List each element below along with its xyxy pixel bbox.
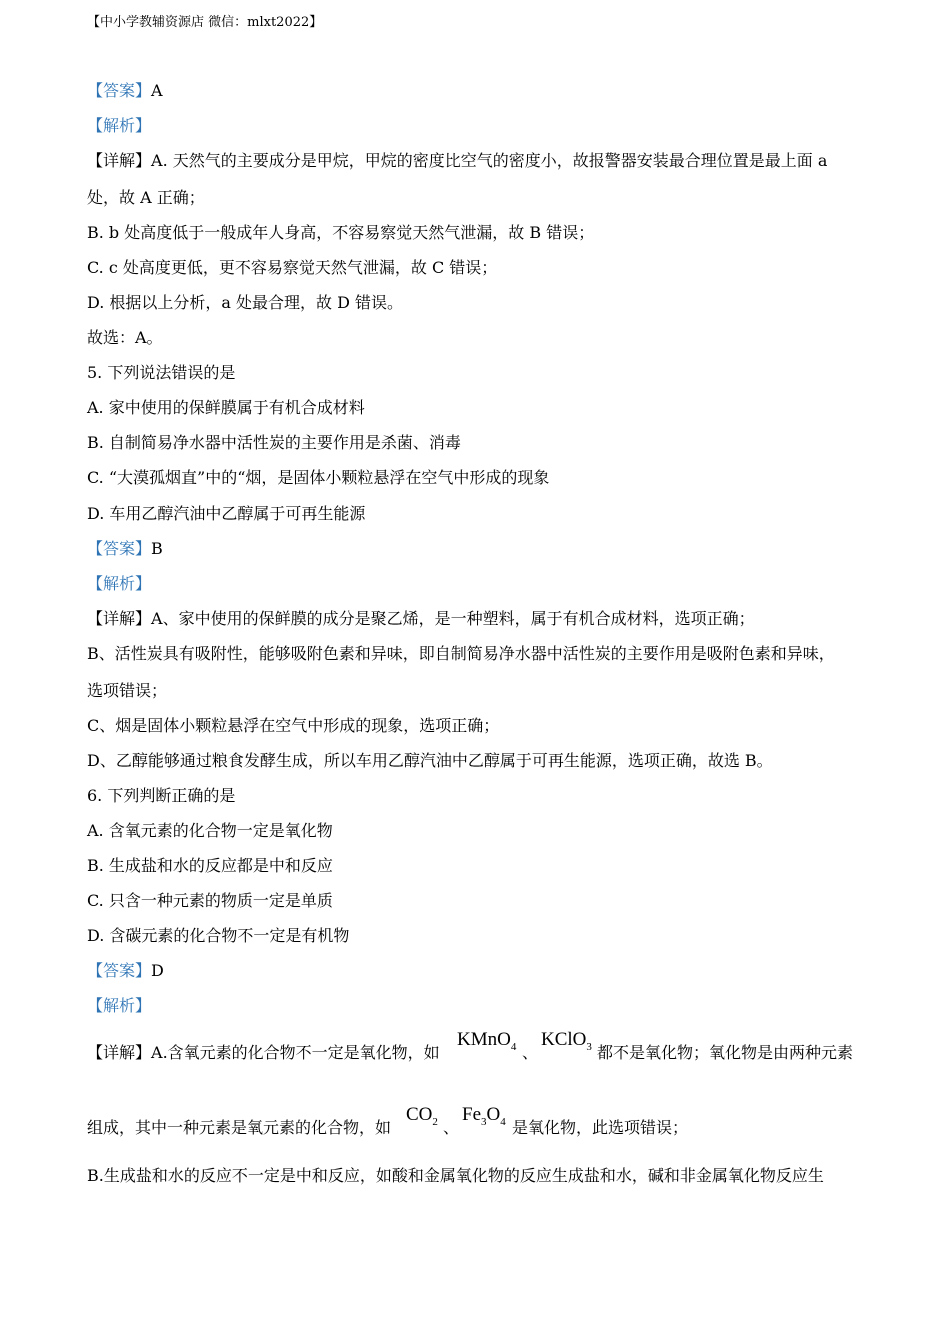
page-header: 【中小学教辅资源店 微信：mlxt2022】 — [87, 15, 323, 30]
q5-detail-2b: 选项错误； — [87, 681, 168, 700]
formula-text: KClO — [541, 1029, 587, 1050]
q4-detail-2: B. b 处高度低于一般成年人身高，不容易察觉天然气泄漏，故 B 错误； — [87, 223, 595, 242]
q5-option-a: A. 家中使用的保鲜膜属于有机合成材料 — [87, 398, 365, 417]
formula-subscript: 2 — [432, 1116, 438, 1128]
q4-answer — [87, 81, 163, 101]
formula-subscript: 4 — [510, 1041, 517, 1053]
formula-subscript: 3 — [586, 1041, 592, 1053]
q5-option-b: B. 自制简易净水器中活性炭的主要作用是杀菌、消毒 — [87, 433, 461, 452]
q6-detail-1b-pre: 组成，其中一种元素是氧元素的化合物，如 — [87, 1118, 392, 1137]
q5-detail-1 — [87, 609, 755, 629]
q6-option-d: D. 含碳元素的化合物不一定是有机物 — [87, 926, 350, 945]
answer-value: A — [151, 81, 163, 100]
q6-detail-1a-post: 都不是氧化物；氧化物是由两种元素 — [597, 1043, 854, 1062]
formula-separator: 、 — [443, 1118, 460, 1137]
formula-kmno4 — [457, 1029, 516, 1058]
q6-option-b: B. 生成盐和水的反应都是中和反应 — [87, 856, 333, 875]
q5-analysis-tag: 【解析】 — [87, 574, 152, 593]
q5-stem: 5. 下列说法错误的是 — [87, 363, 236, 382]
q5-answer — [87, 539, 163, 559]
detail-text: A.含氧元素的化合物不一定是氧化物，如 — [151, 1043, 440, 1062]
answer-tag: 【答案】 — [87, 961, 152, 980]
formula-subscript: 4 — [500, 1116, 506, 1128]
formula-text: CO — [406, 1104, 433, 1125]
formula-text: O — [486, 1104, 501, 1125]
q6-option-a: A. 含氧元素的化合物一定是氧化物 — [87, 821, 333, 840]
detail-text: A、家中使用的保鲜膜的成分是聚乙烯，是一种塑料，属于有机合成材料，选项正确； — [151, 609, 755, 628]
answer-value: B — [151, 539, 163, 558]
q6-detail-2: B.生成盐和水的反应不一定是中和反应，如酸和金属氧化物的反应生成盐和水，碱和非金属氧化物反应生 — [87, 1166, 824, 1185]
q5-detail-2a: B、活性炭具有吸附性，能够吸附色素和异味，即自制简易净水器中活性炭的主要作用是吸附色素和异味， — [87, 644, 835, 663]
q5-option-c: C. “大漠孤烟直”中的“烟，是固体小颗粒悬浮在空气中形成的现象 — [87, 468, 550, 487]
q6-option-c: C. 只含一种元素的物质一定是单质 — [87, 891, 333, 910]
q4-conclusion: 故选：A。 — [87, 328, 163, 347]
q5-detail-4: D、乙醇能够通过粮食发酵生成，所以车用乙醇汽油中乙醇属于可再生能源，选项正确，故选 B。 — [87, 751, 773, 770]
q6-stem: 6. 下列判断正确的是 — [87, 786, 236, 805]
detail-tag: 【详解】 — [87, 1043, 152, 1062]
formula-text: KMnO — [457, 1029, 511, 1050]
detail-tag: 【详解】 — [87, 609, 152, 628]
q5-detail-3: C、烟是固体小颗粒悬浮在空气中形成的现象，选项正确； — [87, 716, 500, 735]
formula-separator: 、 — [522, 1043, 539, 1062]
q6-detail-1b-post: 是氧化物，此选项错误； — [512, 1118, 689, 1137]
q4-detail-4: D. 根据以上分析，a 处最合理，故 D 错误。 — [87, 293, 404, 312]
answer-tag: 【答案】 — [87, 539, 152, 558]
formula-co2 — [406, 1104, 438, 1133]
formula-kclo3 — [541, 1029, 592, 1058]
q6-answer — [87, 961, 164, 981]
answer-value: D — [151, 961, 164, 980]
answer-tag: 【答案】 — [87, 81, 152, 100]
q4-detail-1b: 处，故 A 正确； — [87, 188, 205, 207]
formula-fe3o4 — [462, 1104, 506, 1133]
q6-analysis-tag: 【解析】 — [87, 996, 152, 1015]
q5-option-d: D. 车用乙醇汽油中乙醇属于可再生能源 — [87, 504, 366, 523]
formula-text: Fe — [462, 1104, 481, 1125]
q4-detail-1a — [87, 151, 827, 171]
detail-tag: 【详解】 — [87, 151, 152, 170]
detail-text: A. 天然气的主要成分是甲烷，甲烷的密度比空气的密度小，故报警器安装最合理位置是最上面 a — [151, 151, 828, 170]
q6-detail-1a-pre — [87, 1043, 440, 1063]
q4-analysis-tag: 【解析】 — [87, 116, 152, 135]
formula-subscript: 3 — [481, 1116, 487, 1128]
q4-detail-3: C. c 处高度更低，更不容易察觉天然气泄漏，故 C 错误； — [87, 258, 498, 277]
